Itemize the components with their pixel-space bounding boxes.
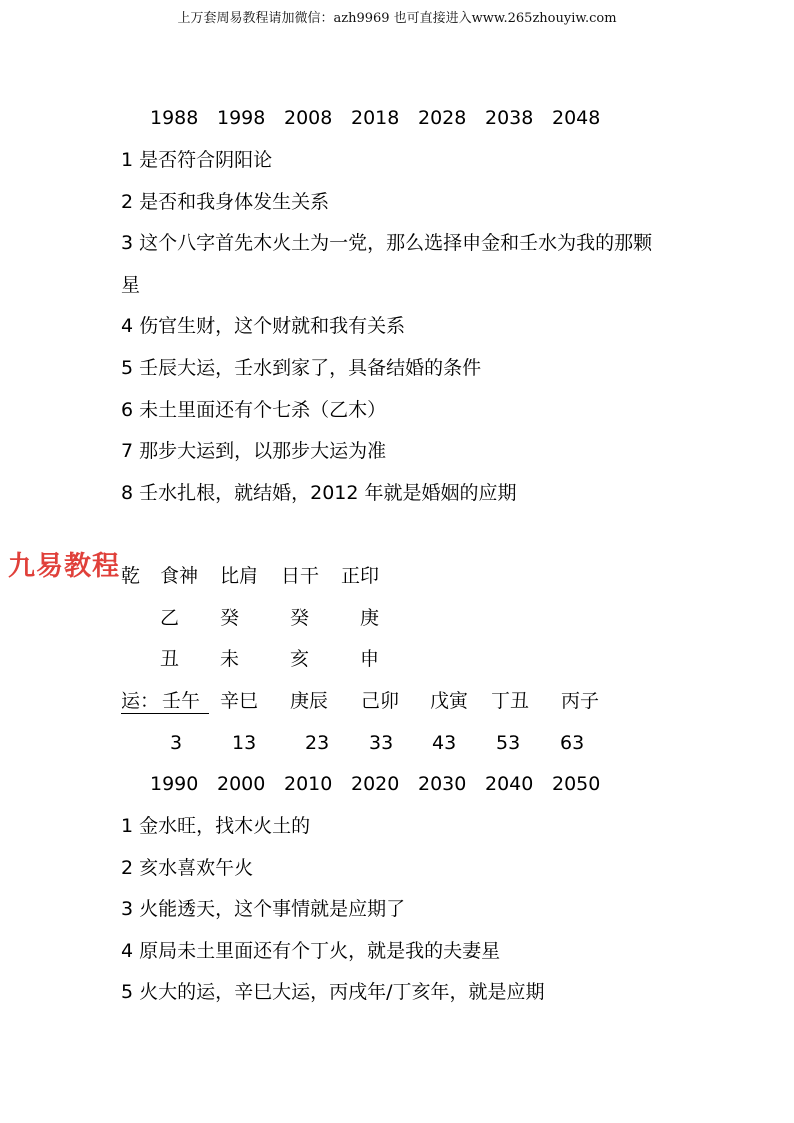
- year-bottom-2: 2000: [217, 773, 266, 795]
- luck-pillar-4: 己卯: [361, 690, 400, 712]
- branch-2: 未: [220, 648, 240, 670]
- branch-3: 亥: [290, 648, 310, 670]
- note-3-cont: 星: [121, 274, 141, 296]
- year-top-2: 1998: [217, 107, 266, 129]
- analysis-4: 4 原局未土里面还有个丁火，就是我的夫妻星: [121, 940, 501, 962]
- year-top-4: 2018: [351, 107, 400, 129]
- stem-4: 庚: [360, 607, 380, 629]
- branch-1: 丑: [160, 648, 180, 670]
- year-bottom-1: 1990: [150, 773, 199, 795]
- stem-1: 乙: [160, 607, 180, 629]
- branch-4: 申: [360, 648, 380, 670]
- page-header: 上万套周易教程请加微信：azh9969 也可直接进入www.265zhouyiw.com: [177, 11, 617, 26]
- note-3: 3 这个八字首先木火土为一党，那么选择申金和壬水为我的那颗: [121, 232, 653, 254]
- luck-pillar-7: 丙子: [561, 690, 600, 712]
- year-bottom-6: 2040: [485, 773, 534, 795]
- year-bottom-3: 2010: [284, 773, 333, 795]
- watermark-logo: 九易教程: [8, 551, 120, 582]
- age-3: 23: [305, 732, 330, 754]
- year-top-5: 2028: [418, 107, 467, 129]
- age-6: 53: [496, 732, 521, 754]
- year-top-6: 2038: [485, 107, 534, 129]
- analysis-2: 2 亥水喜欢午火: [121, 857, 254, 879]
- age-2: 13: [232, 732, 257, 754]
- year-top-3: 2008: [284, 107, 333, 129]
- ten-god-1: 食神: [160, 565, 199, 587]
- year-top-1: 1988: [150, 107, 199, 129]
- note-6: 6 未土里面还有个七杀（乙木）: [121, 399, 387, 421]
- note-5: 5 壬辰大运，壬水到家了，具备结婚的条件: [121, 357, 482, 379]
- note-2: 2 是否和我身体发生关系: [121, 191, 330, 213]
- ten-god-3: 日干: [281, 565, 320, 587]
- stem-2: 癸: [220, 607, 240, 629]
- age-5: 43: [432, 732, 457, 754]
- luck-label: 运： 壬午: [121, 689, 209, 714]
- luck-pillar-5: 戊寅: [430, 690, 469, 712]
- age-7: 63: [560, 732, 585, 754]
- luck-pillar-2: 辛巳: [220, 690, 259, 712]
- note-1: 1 是否符合阴阳论: [121, 149, 273, 171]
- analysis-3: 3 火能透天，这个事情就是应期了: [121, 898, 406, 920]
- analysis-1: 1 金水旺，找木火土的: [121, 815, 311, 837]
- year-top-7: 2048: [552, 107, 601, 129]
- note-7: 7 那步大运到，以那步大运为准: [121, 440, 387, 462]
- gender-label: 乾: [121, 565, 141, 587]
- stem-3: 癸: [290, 607, 310, 629]
- year-bottom-7: 2050: [552, 773, 601, 795]
- year-bottom-5: 2030: [418, 773, 467, 795]
- ten-god-2: 比肩: [220, 565, 259, 587]
- ten-god-4: 正印: [341, 565, 380, 587]
- note-8: 8 壬水扎根，就结婚，2012 年就是婚姻的应期: [121, 482, 517, 504]
- luck-pillar-6: 丁丑: [491, 690, 530, 712]
- age-1: 3: [170, 732, 183, 754]
- age-4: 33: [369, 732, 394, 754]
- note-4: 4 伤官生财，这个财就和我有关系: [121, 315, 406, 337]
- year-bottom-4: 2020: [351, 773, 400, 795]
- luck-pillar-3: 庚辰: [290, 690, 329, 712]
- analysis-5: 5 火大的运，辛巳大运，丙戌年/丁亥年，就是应期: [121, 981, 545, 1003]
